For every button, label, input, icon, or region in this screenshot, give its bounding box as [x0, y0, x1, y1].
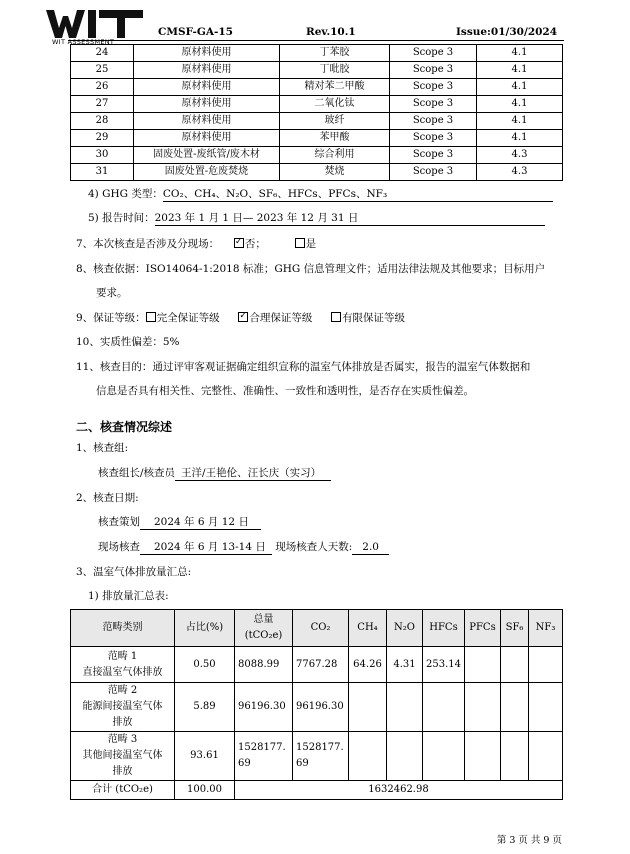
cell-type: 原材料使用	[134, 130, 280, 147]
ghg-label: 4) GHG 类型：	[88, 188, 163, 200]
cell-ref: 4.3	[477, 147, 563, 164]
total-label: 合计 (tCO₂e)	[71, 781, 175, 800]
cell-ref: 4.1	[477, 130, 563, 147]
cell-no: 25	[71, 62, 134, 79]
item7-yes: 是	[305, 238, 317, 250]
cell-source: 玻纤	[280, 113, 390, 130]
item-11-line1: 11、核查目的：通过评审客观证据确定组织宣称的温室气体排放是否属实，报告的温室气体数据和	[76, 361, 531, 373]
cell-co2: 1528177.69	[293, 732, 349, 781]
item-7	[76, 237, 316, 251]
table-row	[71, 683, 563, 732]
checkbox-yes[interactable]	[295, 238, 305, 248]
cell-type: 原材料使用	[134, 45, 280, 62]
cell-ch4	[349, 683, 387, 732]
item-8-line2: 要求。	[96, 287, 128, 299]
cell-source: 丁吡胶	[280, 62, 390, 79]
header-sf6: SF₆	[501, 610, 529, 647]
cell-total: 8088.99	[235, 647, 293, 683]
header-share: 占比(%)	[175, 610, 235, 647]
cell-ref: 4.1	[477, 45, 563, 62]
cell-source: 焚烧	[280, 164, 390, 181]
total-share: 100.00	[175, 781, 235, 800]
days-value: 2.0	[352, 540, 389, 555]
site-value: 2024 年 6 月 13-14 日	[140, 540, 272, 555]
plan-value: 2024 年 6 月 12 日	[140, 515, 261, 530]
cell-nf3	[529, 683, 563, 732]
cell-no: 31	[71, 164, 134, 181]
cell-pfcs	[465, 683, 501, 732]
cell-ref: 4.1	[477, 96, 563, 113]
cell-scope: Scope 3	[390, 113, 477, 130]
cell-source: 丁苯胶	[280, 45, 390, 62]
cell-pfcs	[465, 647, 501, 683]
cell-category	[71, 647, 175, 683]
table-row	[71, 732, 563, 781]
category-line: 范畴 1	[107, 650, 138, 662]
cell-source: 综合利用	[280, 147, 390, 164]
period-value: 2023 年 1 月 1 日— 2023 年 12 月 31 日	[155, 211, 545, 226]
item7-label: 7、本次核查是否涉及分现场：	[76, 238, 220, 250]
section-title: 二、核查情况综述	[76, 420, 173, 434]
doc-code: CMSF-GA-15	[158, 26, 233, 38]
category-line: 排放	[112, 717, 133, 728]
cell-scope: Scope 3	[390, 130, 477, 147]
cell-n2o	[387, 683, 423, 732]
cell-no: 27	[71, 96, 134, 113]
cell-source: 苯甲酸	[280, 130, 390, 147]
header-category: 范畴类别	[71, 610, 175, 647]
item7-no: 否；	[244, 238, 266, 250]
header-hfcs: HFCs	[423, 610, 465, 647]
item-9	[76, 311, 405, 325]
ghg-value: CO₂、CH₄、N₂O、SF₆、HFCs、PFCs、NF₃	[163, 187, 553, 202]
item-8-line1: 8、核查依据：ISO14064-1:2018 标准；GHG 信息管理文件；适用法律法规及其他要求；目标用户	[76, 263, 546, 275]
cell-category	[71, 732, 175, 781]
header-divider	[68, 40, 564, 41]
emission-sources-table	[70, 44, 563, 181]
issue-date: Issue:01/30/2024	[456, 26, 558, 38]
cell-type: 原材料使用	[134, 79, 280, 96]
cell-type: 原材料使用	[134, 113, 280, 130]
table-row	[71, 164, 563, 181]
days-label: 现场核查人天数:	[275, 541, 353, 553]
table-row	[71, 45, 563, 62]
team-label: 核查组长/核查员	[98, 467, 176, 479]
cell-n2o	[387, 732, 423, 781]
cell-source: 二氧化钛	[280, 96, 390, 113]
header-ch4: CH₄	[349, 610, 387, 647]
table-row	[71, 113, 563, 130]
site-label: 现场核查	[98, 541, 140, 553]
cell-category	[71, 683, 175, 732]
emissions-summary-table	[70, 609, 563, 800]
cell-scope: Scope 3	[390, 147, 477, 164]
period-label: 5) 报告时间：	[88, 212, 155, 224]
table-row	[71, 130, 563, 147]
checkbox-limited-assurance[interactable]	[331, 312, 341, 322]
checkbox-full-assurance[interactable]	[146, 312, 156, 322]
cell-hfcs: 253.14	[423, 647, 465, 683]
total-row	[71, 781, 563, 800]
cell-ref: 4.1	[477, 79, 563, 96]
cell-scope: Scope 3	[390, 96, 477, 113]
cell-scope: Scope 3	[390, 79, 477, 96]
item-10: 10、实质性偏差：5%	[76, 336, 180, 348]
category-line: 直接温室气体排放	[82, 666, 163, 678]
category-line: 其他间接温室气体	[82, 750, 163, 761]
cell-scope: Scope 3	[390, 164, 477, 181]
cell-ch4	[349, 732, 387, 781]
page-header	[0, 0, 630, 46]
site-line	[98, 540, 389, 555]
cell-sf6	[501, 647, 529, 683]
team-value: 王洋/王艳伦、汪长庆（实习）	[175, 466, 331, 481]
table-row	[71, 79, 563, 96]
cell-hfcs	[423, 732, 465, 781]
cell-ref: 4.3	[477, 164, 563, 181]
cell-share: 93.61	[175, 732, 235, 781]
table-header-row	[71, 610, 563, 647]
header-pfcs: PFCs	[465, 610, 501, 647]
cell-source: 精对苯二甲酸	[280, 79, 390, 96]
cell-scope: Scope 3	[390, 62, 477, 79]
cell-co2: 96196.30	[293, 683, 349, 732]
checkbox-no[interactable]	[234, 238, 244, 248]
cell-pfcs	[465, 732, 501, 781]
cell-ref: 4.1	[477, 113, 563, 130]
header-n2o: N₂O	[387, 610, 423, 647]
cell-hfcs	[423, 683, 465, 732]
cell-sf6	[501, 683, 529, 732]
option-limited-assurance: 有限保证等级	[342, 312, 406, 324]
team-heading: 1、核查组:	[76, 442, 129, 454]
cell-no: 30	[71, 147, 134, 164]
cell-share: 0.50	[175, 647, 235, 683]
option-reasonable-assurance: 合理保证等级	[249, 312, 313, 324]
wit-logo	[46, 10, 146, 40]
header-total	[235, 610, 293, 647]
cell-no: 29	[71, 130, 134, 147]
logo-subtitle: WIT ASSESSMENT	[52, 38, 115, 46]
cell-total: 96196.30	[235, 683, 293, 732]
team-line	[98, 466, 331, 481]
category-line: 范畴 3	[107, 734, 138, 745]
cell-share: 5.89	[175, 683, 235, 732]
category-line: 范畴 2	[107, 685, 138, 696]
category-line: 能源间接温室气体	[82, 701, 163, 712]
header-co2: CO₂	[293, 610, 349, 647]
item-11-line2: 信息是否具有相关性、完整性、准确性、一致性和透明性，是否存在实质性偏差。	[96, 385, 474, 397]
table-row	[71, 647, 563, 683]
cell-ref: 4.1	[477, 62, 563, 79]
cell-nf3	[529, 647, 563, 683]
table-row	[71, 62, 563, 79]
cell-scope: Scope 3	[390, 45, 477, 62]
report-period-line	[88, 211, 545, 226]
cell-no: 24	[71, 45, 134, 62]
cell-co2: 7767.28	[293, 647, 349, 683]
checkbox-reasonable-assurance[interactable]	[238, 312, 248, 322]
cell-n2o: 4.31	[387, 647, 423, 683]
revision: Rev.10.1	[306, 26, 356, 38]
plan-line	[98, 515, 261, 530]
table-row	[71, 96, 563, 113]
page-number: 第 3 页 共 9 页	[496, 835, 562, 846]
category-line: 排放	[112, 766, 133, 777]
table-row	[71, 147, 563, 164]
item9-label: 9、保证等级：	[76, 312, 146, 324]
cell-sf6	[501, 732, 529, 781]
ghg-types-line	[88, 187, 553, 202]
cell-total: 1528177.69	[235, 732, 293, 781]
header-total-line2: (tCO₂e)	[244, 630, 283, 641]
header-nf3: NF₃	[529, 610, 563, 647]
date-heading: 2、核查日期:	[76, 492, 139, 504]
cell-ch4: 64.26	[349, 647, 387, 683]
summary-heading: 3、温室气体排放量汇总:	[76, 566, 192, 578]
header-total-line1: 总量	[253, 614, 274, 625]
cell-no: 26	[71, 79, 134, 96]
summary-sub: 1) 排放量汇总表:	[88, 590, 169, 602]
cell-type: 固废处置-危废焚烧	[134, 164, 280, 181]
option-full-assurance: 完全保证等级	[156, 312, 220, 324]
cell-type: 原材料使用	[134, 62, 280, 79]
total-value: 1632462.98	[235, 781, 563, 800]
cell-no: 28	[71, 113, 134, 130]
cell-type: 原材料使用	[134, 96, 280, 113]
cell-nf3	[529, 732, 563, 781]
cell-type: 固废处置-废纸管/废木材	[134, 147, 280, 164]
plan-label: 核查策划	[98, 516, 140, 528]
